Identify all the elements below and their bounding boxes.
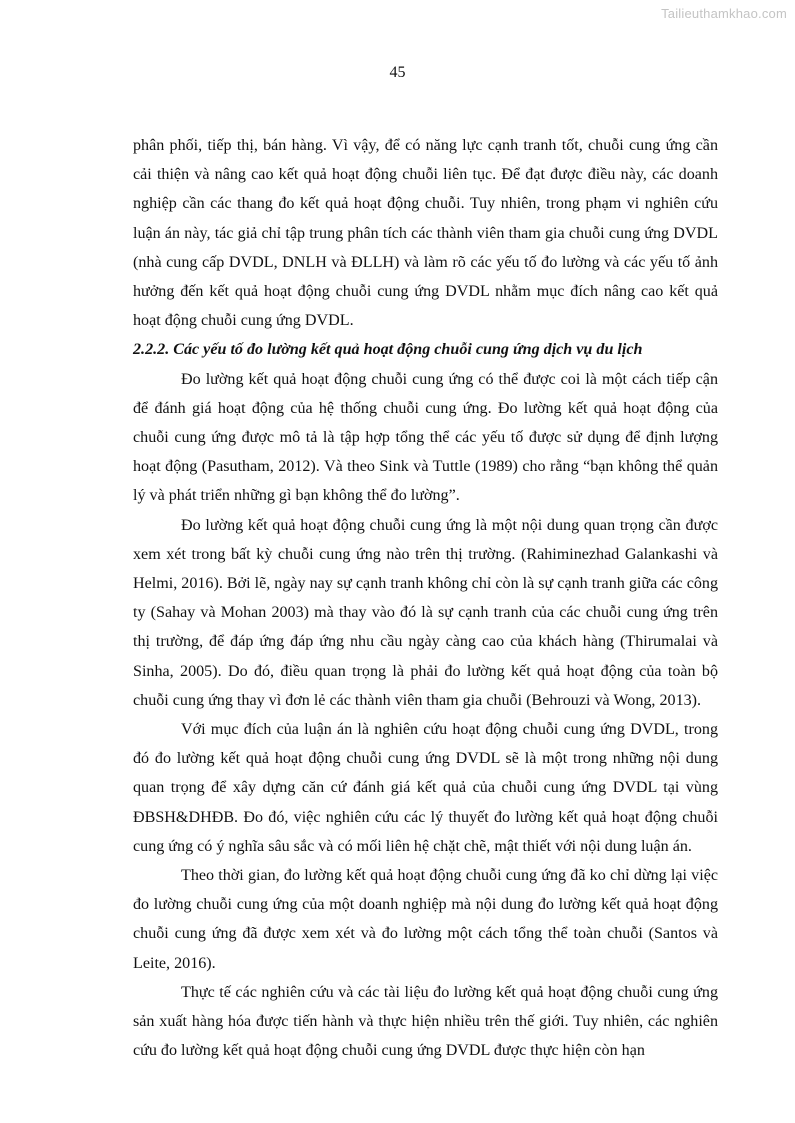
paragraph-3: Với mục đích của luận án là nghiên cứu hoạt động chuỗi cung ứng DVDL, trong đó đo lường kết quả hoạt động chuỗi cung ứng DVDL sẽ là một trong những nội dung quan trọng để xây dựng căn cứ đánh giá kết quả của chuỗi cung ứng DVDL tại vùng ĐBSH&DHĐB. Đo đó, việc nghiên cứu các lý thuyết đo lường kết quả hoạt động chuỗi cung ứng có ý nghĩa sâu sắc và có mối liên hệ chặt chẽ, mật thiết với nội dung luận án.: [133, 721, 718, 855]
section-heading: 2.2.2. Các yếu tố đo lường kết quả hoạt động chuỗi cung ứng dịch vụ du lịch: [133, 341, 643, 359]
paragraph-2: Đo lường kết quả hoạt động chuỗi cung ứng là một nội dung quan trọng cần được xem xét trong bất kỳ chuỗi cung ứng nào trên thị trường. (Rahiminezhad Galankashi và Helmi, 2016). Bởi lẽ, ngày nay sự cạnh tranh không chỉ còn là sự cạnh tranh giữa các công ty (Sahay và Mohan 2003) mà thay vào đó là sự cạnh tranh của các chuỗi cung ứng trên thị trường, để đáp ứng đáp ứng nhu cầu ngày càng cao của khách hàng (Thirumalai và Sinha, 2005). Do đó, điều quan trọng là phải đo lường kết quả hoạt động của toàn bộ chuỗi cung ứng thay vì đơn lẻ các thành viên tham gia chuỗi (Behrouzi và Wong, 2013).: [133, 516, 718, 709]
paragraph-5: Thực tế các nghiên cứu và các tài liệu đo lường kết quả hoạt động chuỗi cung ứng sản xuất hàng hóa được tiến hành và thực hiện nhiều trên thế giới. Tuy nhiên, các nghiên cứu đo lường kết quả hoạt động chuỗi cung ứng DVDL được thực hiện còn hạn: [133, 983, 718, 1060]
watermark-text: Tailieuthamkhao.com: [661, 6, 787, 21]
document-body: [133, 131, 718, 1066]
paragraph-continuation: phân phối, tiếp thị, bán hàng. Vì vậy, để có năng lực cạnh tranh tốt, chuỗi cung ứng cần cải thiện và nâng cao kết quả hoạt động chuỗi liên tục. Để đạt được điều này, các doanh nghiệp cần các thang đo kết quả hoạt động chuỗi. Tuy nhiên, trong phạm vi nghiên cứu luận án này, tác giả chỉ tập trung phân tích các thành viên tham gia chuỗi cung ứng DVDL (nhà cung cấp DVDL, DNLH và ĐLLH) và làm rõ các yếu tố đo lường và các yếu tố ảnh hưởng đến kết quả hoạt động chuỗi cung ứng DVDL nhằm mục đích nâng cao kết quả hoạt động chuỗi cung ứng DVDL.: [133, 137, 718, 330]
page-number: 45: [389, 64, 406, 81]
paragraph-1: Đo lường kết quả hoạt động chuỗi cung ứng có thể được coi là một cách tiếp cận để đánh giá hoạt động của hệ thống chuỗi cung ứng. Đo lường kết quả hoạt động của chuỗi cung ứng được mô tả là tập hợp tổng thể các yếu tố được sử dụng để định lượng hoạt động (Pasutham, 2012). Và theo Sink và Tuttle (1989) cho rằng “bạn không thể quản lý và phát triển những gì bạn không thể đo lường”.: [133, 370, 718, 505]
paragraph-4: Theo thời gian, đo lường kết quả hoạt động chuỗi cung ứng đã ko chỉ dừng lại việc đo lường chuỗi cung ứng của một doanh nghiệp mà nội dung đo lường kết quả hoạt động chuỗi cung ứng đã được xem xét và đo lường một cách tổng thể toàn chuỗi (Santos và Leite, 2016).: [133, 867, 718, 972]
